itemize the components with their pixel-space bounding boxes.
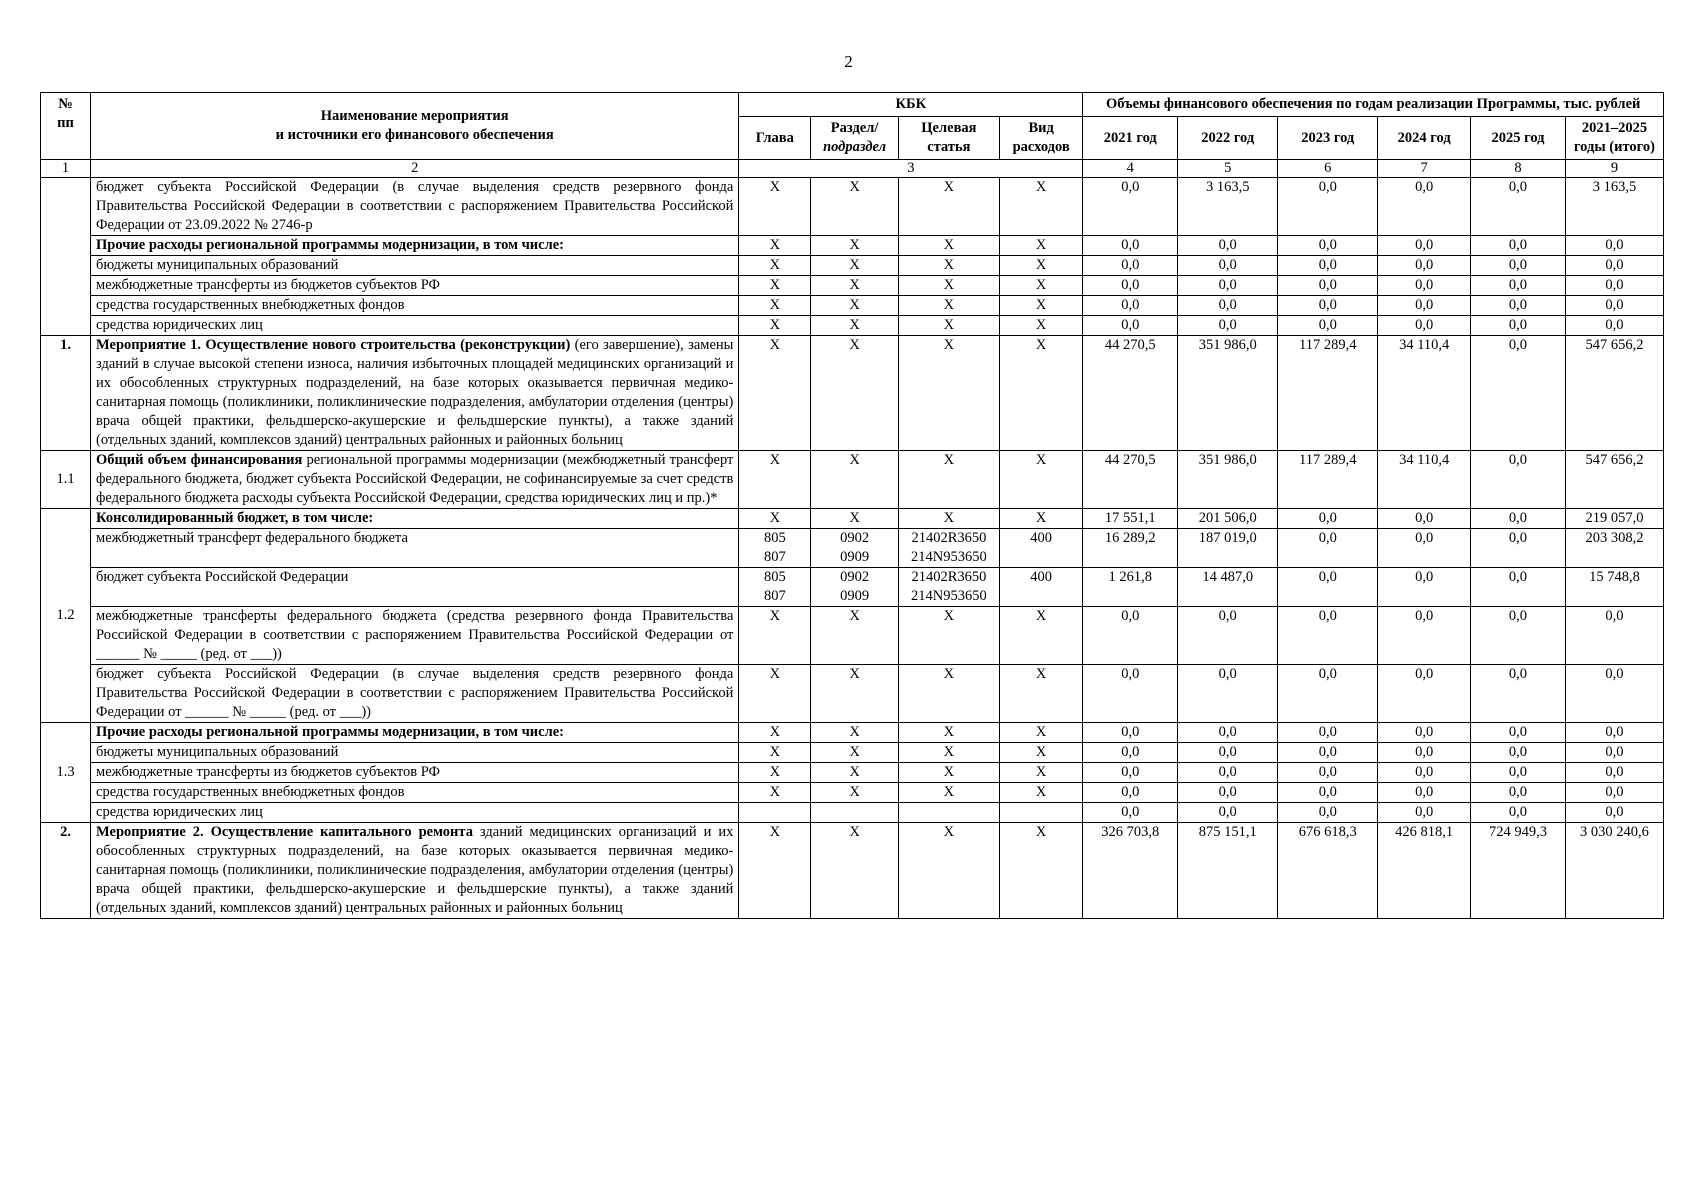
header-row-1 — [41, 93, 1664, 117]
row-name: Прочие расходы региональной программы модернизации, в том числе: — [91, 236, 739, 256]
cell-2021: 44 270,5 — [1083, 336, 1178, 451]
cell-2024: 0,0 — [1378, 178, 1471, 236]
cell-2023: 0,0 — [1278, 568, 1378, 607]
cell-2021: 0,0 — [1083, 296, 1178, 316]
cell-2021: 0,0 — [1083, 665, 1178, 723]
cell-total: 0,0 — [1565, 723, 1663, 743]
cell-glava: X — [739, 256, 811, 276]
cell-total: 0,0 — [1565, 743, 1663, 763]
cell-razdel: X — [811, 451, 899, 509]
cell-2024: 0,0 — [1378, 568, 1471, 607]
measure-2-text: зданий медицинских организаций и их обособленных структурных подразделений, на базе которых оказывается первичная медико-санитарная помощь (поликлиники, поликлинические подразделения, амбулатории отделения (центры) врача общей практики, фельдшерско-акушерские и фельдшерские пункты), а также зданий (отдельных зданий, комплексов зданий) центральных районных и районных больниц — [96, 824, 734, 916]
cell-vid: X — [999, 509, 1082, 529]
cell-2021: 0,0 — [1083, 316, 1178, 336]
cell-razdel: X — [811, 743, 899, 763]
cell-2024: 0,0 — [1378, 236, 1471, 256]
table-row — [41, 783, 1664, 803]
cell-2022: 0,0 — [1178, 743, 1278, 763]
cell-total: 547 656,2 — [1565, 451, 1663, 509]
cell-celevaya: X — [898, 509, 999, 529]
cell-celevaya: 21402R3650 214N953650 — [898, 529, 999, 568]
cell-glava: X — [739, 316, 811, 336]
cell-vid: X — [999, 723, 1082, 743]
cell-2025: 0,0 — [1471, 743, 1566, 763]
cell-2023: 0,0 — [1278, 276, 1378, 296]
cell-razdel: X — [811, 236, 899, 256]
cell-2021: 0,0 — [1083, 763, 1178, 783]
table-row — [41, 316, 1664, 336]
cell-celevaya: X — [898, 316, 999, 336]
cell-2022: 0,0 — [1178, 607, 1278, 665]
cell-2024: 34 110,4 — [1378, 336, 1471, 451]
cell-celevaya: X — [898, 256, 999, 276]
cell-2021: 17 551,1 — [1083, 509, 1178, 529]
cell-2023: 0,0 — [1278, 236, 1378, 256]
cell-vid: X — [999, 451, 1082, 509]
cell-2022: 0,0 — [1178, 296, 1278, 316]
cell-total: 219 057,0 — [1565, 509, 1663, 529]
measure-1-text: (его завершение), замены зданий в случае высокой степени износа, наличия избыточных площадей медицинских организаций и их обособленных структурных подразделений, на базе которых оказывается первичная медико-санитарная помощь (поликлиники, поликлинические подразделения, амбулатории отделения (центры) врача общей практики, фельдшерско-акушерские и фельдшерские пункты), а также зданий (отдельных зданий, комплексов зданий) центральных районных и районных больниц — [96, 337, 734, 448]
cell-celevaya: X — [898, 178, 999, 236]
cell-celevaya: X — [898, 743, 999, 763]
cell-2022: 0,0 — [1178, 803, 1278, 823]
cell-2024: 0,0 — [1378, 783, 1471, 803]
header-total: 2021–2025 годы (итого) — [1565, 117, 1663, 160]
cell-2021: 1 261,8 — [1083, 568, 1178, 607]
cell-2025: 0,0 — [1471, 783, 1566, 803]
cell-2021: 0,0 — [1083, 607, 1178, 665]
cell-2025: 0,0 — [1471, 529, 1566, 568]
cell-glava: X — [739, 783, 811, 803]
row-name — [91, 336, 739, 451]
header-kbk: КБК — [739, 93, 1083, 117]
cell-celevaya: X — [898, 336, 999, 451]
cell-razdel: X — [811, 316, 899, 336]
header-razdel — [811, 117, 899, 160]
cell-glava: X — [739, 823, 811, 919]
cell-2024: 0,0 — [1378, 296, 1471, 316]
cell-2023: 0,0 — [1278, 296, 1378, 316]
cell-2022: 351 986,0 — [1178, 451, 1278, 509]
cell-2021: 0,0 — [1083, 723, 1178, 743]
cell-2024: 426 818,1 — [1378, 823, 1471, 919]
cell-2024: 0,0 — [1378, 743, 1471, 763]
cell-razdel: X — [811, 296, 899, 316]
cell-vid: X — [999, 296, 1082, 316]
cell-razdel: X — [811, 336, 899, 451]
row-name: межбюджетные трансферты из бюджетов субъектов РФ — [91, 763, 739, 783]
cell-2021: 326 703,8 — [1083, 823, 1178, 919]
cell-glava: X — [739, 451, 811, 509]
finance-table — [40, 92, 1664, 919]
row-no-cell — [41, 178, 91, 336]
cell-celevaya: X — [898, 723, 999, 743]
cell-2023: 0,0 — [1278, 509, 1378, 529]
cell-razdel: X — [811, 256, 899, 276]
col-num-4: 4 — [1083, 160, 1178, 178]
cell-vid: X — [999, 276, 1082, 296]
cell-glava: X — [739, 296, 811, 316]
cell-2024: 0,0 — [1378, 803, 1471, 823]
cell-razdel: X — [811, 178, 899, 236]
cell-vid: X — [999, 256, 1082, 276]
row-name: средства юридических лиц — [91, 803, 739, 823]
measure-1-1-text: региональной программы модернизации (межбюджетный трансферт федерального бюджета, бюджет субъекта Российской Федерации, не софинансируемые за счет средств федерального бюджета расходы субъекта Российской Федерации, средства юридических лиц и пр.)* — [96, 452, 734, 506]
cell-celevaya: X — [898, 607, 999, 665]
cell-razdel: 0902 0909 — [811, 568, 899, 607]
cell-vid: X — [999, 783, 1082, 803]
cell-2022: 0,0 — [1178, 316, 1278, 336]
cell-2023: 0,0 — [1278, 763, 1378, 783]
header-razdel-line1: Раздел/ — [830, 120, 879, 136]
col-num-9: 9 — [1565, 160, 1663, 178]
cell-2021: 16 289,2 — [1083, 529, 1178, 568]
column-numbering-row — [41, 160, 1664, 178]
cell-2023: 0,0 — [1278, 607, 1378, 665]
cell-celevaya: X — [898, 823, 999, 919]
cell-2024: 0,0 — [1378, 256, 1471, 276]
cell-vid: X — [999, 316, 1082, 336]
cell-2021: 44 270,5 — [1083, 451, 1178, 509]
header-razdel-line2: подраздел — [823, 139, 887, 155]
row-name: бюджет субъекта Российской Федерации (в случае выделения средств резервного фонда Правительства Российской Федерации в соответствии с распоряжением Правительства Российской Федерации от 23.09.2022 № 2746-р — [91, 178, 739, 236]
cell-2021: 0,0 — [1083, 803, 1178, 823]
cell-2025: 0,0 — [1471, 803, 1566, 823]
cell-vid: X — [999, 607, 1082, 665]
header-2025: 2025 год — [1471, 117, 1566, 160]
row-name: средства государственных внебюджетных фондов — [91, 296, 739, 316]
cell-2022: 0,0 — [1178, 783, 1278, 803]
cell-2024: 0,0 — [1378, 763, 1471, 783]
col-num-6: 6 — [1278, 160, 1378, 178]
table-row — [41, 236, 1664, 256]
cell-vid: X — [999, 336, 1082, 451]
cell-vid: X — [999, 743, 1082, 763]
cell-total: 0,0 — [1565, 803, 1663, 823]
cell-2023: 0,0 — [1278, 256, 1378, 276]
cell-2024: 0,0 — [1378, 607, 1471, 665]
row-name: бюджет субъекта Российской Федерации (в случае выделения средств резервного фонда Правительства Российской Федерации в соответствии с распоряжением Правительства Российской Федерации от ______ № _____ (ред. от ___)) — [91, 665, 739, 723]
cell-celevaya: X — [898, 236, 999, 256]
cell-2024: 0,0 — [1378, 316, 1471, 336]
header-volumes: Объемы финансового обеспечения по годам реализации Программы, тыс. рублей — [1083, 93, 1664, 117]
cell-2025: 0,0 — [1471, 568, 1566, 607]
table-row — [41, 256, 1664, 276]
cell-2024: 0,0 — [1378, 723, 1471, 743]
cell-razdel: 0902 0909 — [811, 529, 899, 568]
cell-razdel: X — [811, 276, 899, 296]
cell-2023: 0,0 — [1278, 529, 1378, 568]
measure-2-row — [41, 823, 1664, 919]
cell-razdel: X — [811, 509, 899, 529]
cell-2025: 0,0 — [1471, 665, 1566, 723]
row-no: 1.3 — [41, 723, 91, 823]
cell-total: 0,0 — [1565, 665, 1663, 723]
cell-2024: 0,0 — [1378, 276, 1471, 296]
cell-2022: 3 163,5 — [1178, 178, 1278, 236]
cell-vid: X — [999, 178, 1082, 236]
cell-total: 15 748,8 — [1565, 568, 1663, 607]
row-name: Прочие расходы региональной программы модернизации, в том числе: — [91, 723, 739, 743]
cell-2024: 34 110,4 — [1378, 451, 1471, 509]
cell-razdel: X — [811, 823, 899, 919]
cell-razdel: X — [811, 723, 899, 743]
cell-2025: 0,0 — [1471, 276, 1566, 296]
row-name: средства государственных внебюджетных фондов — [91, 783, 739, 803]
cell-celevaya: X — [898, 276, 999, 296]
cell-glava: X — [739, 665, 811, 723]
col-num-8: 8 — [1471, 160, 1566, 178]
cell-2022: 187 019,0 — [1178, 529, 1278, 568]
cell-celevaya: X — [898, 296, 999, 316]
cell-glava — [739, 803, 811, 823]
table-row — [41, 665, 1664, 723]
cell-total: 3 163,5 — [1565, 178, 1663, 236]
cell-glava: 805 807 — [739, 529, 811, 568]
header-2023: 2023 год — [1278, 117, 1378, 160]
cell-2025: 0,0 — [1471, 607, 1566, 665]
cell-2025: 724 949,3 — [1471, 823, 1566, 919]
cell-2024: 0,0 — [1378, 509, 1471, 529]
measure-1-1-title: Общий объем финансирования — [96, 452, 303, 468]
col-num-3: 3 — [739, 160, 1083, 178]
cell-razdel: X — [811, 607, 899, 665]
cell-total: 3 030 240,6 — [1565, 823, 1663, 919]
header-2021: 2021 год — [1083, 117, 1178, 160]
cell-glava: X — [739, 743, 811, 763]
cell-vid: 400 — [999, 529, 1082, 568]
cell-glava: X — [739, 276, 811, 296]
row-name: межбюджетные трансферты из бюджетов субъектов РФ — [91, 276, 739, 296]
cell-2023: 117 289,4 — [1278, 451, 1378, 509]
cell-2025: 0,0 — [1471, 296, 1566, 316]
cell-2023: 0,0 — [1278, 803, 1378, 823]
row-no: 1. — [41, 336, 91, 451]
table-row — [41, 276, 1664, 296]
header-name: Наименование мероприятия и источники его финансового обеспечения — [91, 93, 739, 160]
cell-vid: X — [999, 823, 1082, 919]
cell-celevaya: X — [898, 763, 999, 783]
row-no: 1.1 — [41, 451, 91, 509]
cell-razdel: X — [811, 665, 899, 723]
table-row — [41, 529, 1664, 568]
cell-2025: 0,0 — [1471, 509, 1566, 529]
cell-vid: X — [999, 763, 1082, 783]
cell-total: 0,0 — [1565, 763, 1663, 783]
table-row — [41, 763, 1664, 783]
header-celevaya: Целевая статья — [898, 117, 999, 160]
cell-celevaya: 21402R3650 214N953650 — [898, 568, 999, 607]
measure-1-2-row — [41, 509, 1664, 529]
cell-2025: 0,0 — [1471, 723, 1566, 743]
row-no: 1.2 — [41, 509, 91, 723]
cell-total: 0,0 — [1565, 607, 1663, 665]
cell-vid — [999, 803, 1082, 823]
cell-total: 0,0 — [1565, 783, 1663, 803]
cell-2023: 0,0 — [1278, 723, 1378, 743]
table-row — [41, 743, 1664, 763]
cell-glava: X — [739, 763, 811, 783]
row-name — [91, 451, 739, 509]
cell-2023: 676 618,3 — [1278, 823, 1378, 919]
measure-1-1-row — [41, 451, 1664, 509]
table-row — [41, 803, 1664, 823]
cell-celevaya — [898, 803, 999, 823]
col-num-5: 5 — [1178, 160, 1278, 178]
cell-2023: 0,0 — [1278, 178, 1378, 236]
cell-2021: 0,0 — [1083, 276, 1178, 296]
header-glava: Глава — [739, 117, 811, 160]
measure-1-3-row — [41, 723, 1664, 743]
cell-2021: 0,0 — [1083, 236, 1178, 256]
cell-vid: 400 — [999, 568, 1082, 607]
cell-2025: 0,0 — [1471, 178, 1566, 236]
cell-glava: X — [739, 336, 811, 451]
cell-2022: 0,0 — [1178, 665, 1278, 723]
cell-2025: 0,0 — [1471, 256, 1566, 276]
table-row — [41, 296, 1664, 316]
cell-2023: 0,0 — [1278, 316, 1378, 336]
cell-glava: X — [739, 723, 811, 743]
header-vid: Вид расходов — [999, 117, 1082, 160]
cell-2023: 0,0 — [1278, 783, 1378, 803]
cell-2022: 351 986,0 — [1178, 336, 1278, 451]
cell-total: 0,0 — [1565, 316, 1663, 336]
row-name: средства юридических лиц — [91, 316, 739, 336]
cell-2025: 0,0 — [1471, 763, 1566, 783]
cell-2022: 0,0 — [1178, 723, 1278, 743]
cell-celevaya: X — [898, 451, 999, 509]
cell-celevaya: X — [898, 783, 999, 803]
cell-total: 0,0 — [1565, 256, 1663, 276]
row-no: 2. — [41, 823, 91, 919]
cell-2022: 0,0 — [1178, 276, 1278, 296]
cell-celevaya: X — [898, 665, 999, 723]
header-2024: 2024 год — [1378, 117, 1471, 160]
cell-2022: 0,0 — [1178, 763, 1278, 783]
table-row — [41, 178, 1664, 236]
cell-razdel — [811, 803, 899, 823]
cell-razdel: X — [811, 783, 899, 803]
cell-glava: X — [739, 509, 811, 529]
cell-total: 0,0 — [1565, 296, 1663, 316]
measure-1-title: Мероприятие 1. Осуществление нового строительства (реконструкции) — [96, 337, 571, 353]
cell-2025: 0,0 — [1471, 316, 1566, 336]
cell-total: 0,0 — [1565, 276, 1663, 296]
cell-2023: 117 289,4 — [1278, 336, 1378, 451]
row-name: Консолидированный бюджет, в том числе: — [91, 509, 739, 529]
cell-glava: X — [739, 607, 811, 665]
cell-2022: 875 151,1 — [1178, 823, 1278, 919]
cell-2022: 201 506,0 — [1178, 509, 1278, 529]
cell-vid: X — [999, 236, 1082, 256]
cell-2021: 0,0 — [1083, 178, 1178, 236]
cell-2021: 0,0 — [1083, 783, 1178, 803]
cell-2023: 0,0 — [1278, 743, 1378, 763]
header-2022: 2022 год — [1178, 117, 1278, 160]
cell-2021: 0,0 — [1083, 743, 1178, 763]
cell-2024: 0,0 — [1378, 665, 1471, 723]
measure-2-title: Мероприятие 2. Осуществление капитального ремонта — [96, 824, 473, 840]
row-name: бюджеты муниципальных образований — [91, 743, 739, 763]
cell-2025: 0,0 — [1471, 336, 1566, 451]
cell-2024: 0,0 — [1378, 529, 1471, 568]
cell-2025: 0,0 — [1471, 236, 1566, 256]
cell-2022: 14 487,0 — [1178, 568, 1278, 607]
page-number: 2 — [844, 52, 853, 71]
row-name — [91, 823, 739, 919]
cell-vid: X — [999, 665, 1082, 723]
row-name: межбюджетный трансферт федерального бюджета — [91, 529, 739, 568]
header-no: № пп — [41, 93, 91, 160]
row-name: бюджеты муниципальных образований — [91, 256, 739, 276]
cell-2022: 0,0 — [1178, 256, 1278, 276]
col-num-1: 1 — [41, 160, 91, 178]
col-num-7: 7 — [1378, 160, 1471, 178]
cell-total: 203 308,2 — [1565, 529, 1663, 568]
row-name: межбюджетные трансферты федерального бюджета (средства резервного фонда Правительства Российской Федерации в соответствии с распоряжением Правительства Российской Федерации от ______ № _____ (ред. от ___)) — [91, 607, 739, 665]
row-name: бюджет субъекта Российской Федерации — [91, 568, 739, 607]
measure-1-row — [41, 336, 1664, 451]
cell-total: 547 656,2 — [1565, 336, 1663, 451]
cell-glava: X — [739, 236, 811, 256]
cell-glava: 805 807 — [739, 568, 811, 607]
cell-total: 0,0 — [1565, 236, 1663, 256]
cell-2023: 0,0 — [1278, 665, 1378, 723]
cell-glava: X — [739, 178, 811, 236]
table-row — [41, 568, 1664, 607]
cell-2025: 0,0 — [1471, 451, 1566, 509]
col-num-2: 2 — [91, 160, 739, 178]
table-row — [41, 607, 1664, 665]
cell-2021: 0,0 — [1083, 256, 1178, 276]
cell-razdel: X — [811, 763, 899, 783]
cell-2022: 0,0 — [1178, 236, 1278, 256]
